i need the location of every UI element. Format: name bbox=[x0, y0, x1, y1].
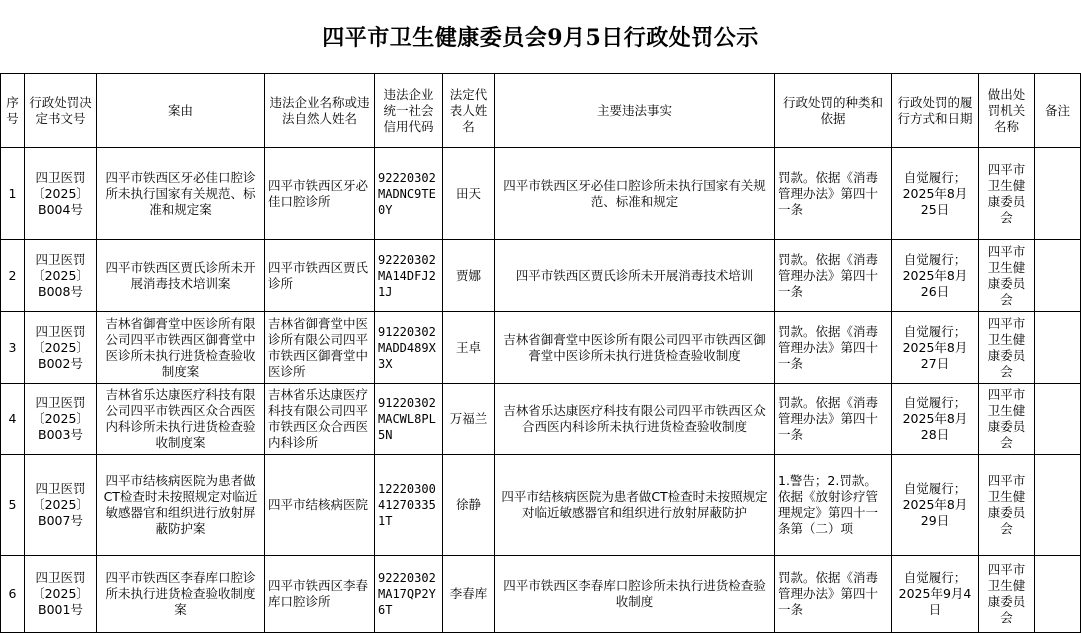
cell-seq[interactable]: 2 bbox=[1, 240, 25, 312]
cell-credit-code[interactable]: 12220300412703351T bbox=[375, 455, 443, 556]
cell-party-name[interactable]: 四平市铁西区李春库口腔诊所 bbox=[265, 556, 375, 633]
cell-facts[interactable]: 四平市铁西区李春库口腔诊所未执行进货检查验收制度 bbox=[495, 556, 775, 633]
cell-penalty[interactable]: 罚款。依据《消毒管理办法》第四十一条 bbox=[775, 240, 892, 312]
table-row bbox=[1, 148, 1081, 240]
cell-facts[interactable]: 吉林省乐达康医疗科技有限公司四平市铁西区众合西医内科诊所未执行进货检查验收制度 bbox=[495, 384, 775, 455]
cell-credit-code[interactable]: 92220302MA17QP2Y6T bbox=[375, 556, 443, 633]
cell-doc-no[interactable]: 四卫医罚〔2025〕B002号 bbox=[25, 312, 97, 384]
header-row bbox=[1, 74, 1081, 148]
cell-remark[interactable] bbox=[1035, 148, 1081, 240]
cell-remark[interactable] bbox=[1035, 240, 1081, 312]
cell-facts[interactable]: 吉林省御膏堂中医诊所有限公司四平市铁西区御膏堂中医诊所未执行进货检查验收制度 bbox=[495, 312, 775, 384]
cell-legal-rep[interactable]: 贾娜 bbox=[443, 240, 495, 312]
header-doc-no[interactable]: 行政处罚决定书文号 bbox=[25, 74, 97, 148]
header-case[interactable]: 案由 bbox=[97, 74, 265, 148]
cell-doc-no[interactable]: 四卫医罚〔2025〕B007号 bbox=[25, 455, 97, 556]
page-title: 四平市卫生健康委员会9月5日行政处罚公示 bbox=[322, 25, 759, 51]
cell-penalty[interactable]: 罚款。依据《消毒管理办法》第四十一条 bbox=[775, 556, 892, 633]
cell-case[interactable]: 吉林省御膏堂中医诊所有限公司四平市铁西区御膏堂中医诊所未执行进货检查验收制度案 bbox=[97, 312, 265, 384]
cell-authority[interactable]: 四平市卫生健康委员会 bbox=[979, 312, 1035, 384]
header-party-name[interactable]: 违法企业名称或违法自然人姓名 bbox=[265, 74, 375, 148]
cell-penalty[interactable]: 罚款。依据《消毒管理办法》第四十一条 bbox=[775, 384, 892, 455]
cell-seq[interactable]: 1 bbox=[1, 148, 25, 240]
cell-credit-code[interactable]: 91220302MADD489X3X bbox=[375, 312, 443, 384]
header-credit-code[interactable]: 违法企业统一社会信用代码 bbox=[375, 74, 443, 148]
cell-authority[interactable]: 四平市卫生健康委员会 bbox=[979, 384, 1035, 455]
cell-facts[interactable]: 四平市铁西区牙必佳口腔诊所未执行国家有关规范、标准和规定 bbox=[495, 148, 775, 240]
header-execution[interactable]: 行政处罚的履行方式和日期 bbox=[892, 74, 979, 148]
cell-seq[interactable]: 4 bbox=[1, 384, 25, 455]
cell-doc-no[interactable]: 四卫医罚〔2025〕B004号 bbox=[25, 148, 97, 240]
cell-remark[interactable] bbox=[1035, 384, 1081, 455]
cell-credit-code[interactable]: 92220302MA14DFJ21J bbox=[375, 240, 443, 312]
table-row bbox=[1, 455, 1081, 556]
cell-execution[interactable]: 自觉履行；2025年8月26日 bbox=[892, 240, 979, 312]
cell-credit-code[interactable]: 92220302MADNC9TE0Y bbox=[375, 148, 443, 240]
cell-case[interactable]: 四平市铁西区牙必佳口腔诊所未执行国家有关规范、标准和规定案 bbox=[97, 148, 265, 240]
table-row bbox=[1, 384, 1081, 455]
penalty-table bbox=[0, 73, 1081, 633]
cell-penalty[interactable]: 罚款。依据《消毒管理办法》第四十一条 bbox=[775, 148, 892, 240]
cell-execution[interactable]: 自觉履行；2025年8月29日 bbox=[892, 455, 979, 556]
cell-remark[interactable] bbox=[1035, 556, 1081, 633]
cell-legal-rep[interactable]: 万福兰 bbox=[443, 384, 495, 455]
cell-party-name[interactable]: 四平市铁西区贾氏诊所 bbox=[265, 240, 375, 312]
cell-authority[interactable]: 四平市卫生健康委员会 bbox=[979, 455, 1035, 556]
header-remark[interactable]: 备注 bbox=[1035, 74, 1081, 148]
cell-authority[interactable]: 四平市卫生健康委员会 bbox=[979, 148, 1035, 240]
table-row bbox=[1, 240, 1081, 312]
cell-legal-rep[interactable]: 王卓 bbox=[443, 312, 495, 384]
cell-doc-no[interactable]: 四卫医罚〔2025〕B008号 bbox=[25, 240, 97, 312]
cell-doc-no[interactable]: 四卫医罚〔2025〕B001号 bbox=[25, 556, 97, 633]
cell-credit-code[interactable]: 91220302MACWL8PL5N bbox=[375, 384, 443, 455]
cell-seq[interactable]: 3 bbox=[1, 312, 25, 384]
cell-penalty[interactable]: 1.警告；2.罚款。依据《放射诊疗管理规定》第四十一条第（二）项 bbox=[775, 455, 892, 556]
cell-execution[interactable]: 自觉履行；2025年8月27日 bbox=[892, 312, 979, 384]
header-legal-rep[interactable]: 法定代表人姓名 bbox=[443, 74, 495, 148]
header-facts[interactable]: 主要违法事实 bbox=[495, 74, 775, 148]
cell-party-name[interactable]: 吉林省御膏堂中医诊所有限公司四平市铁西区御膏堂中医诊所 bbox=[265, 312, 375, 384]
cell-legal-rep[interactable]: 李春库 bbox=[443, 556, 495, 633]
cell-case[interactable]: 四平市铁西区李春库口腔诊所未执行进货检查验收制度案 bbox=[97, 556, 265, 633]
cell-case[interactable]: 吉林省乐达康医疗科技有限公司四平市铁西区众合西医内科诊所未执行进货检查验收制度案 bbox=[97, 384, 265, 455]
header-penalty[interactable]: 行政处罚的种类和依据 bbox=[775, 74, 892, 148]
table-row bbox=[1, 556, 1081, 633]
table-row bbox=[1, 312, 1081, 384]
cell-party-name[interactable]: 吉林省乐达康医疗科技有限公司四平市铁西区众合西医内科诊所 bbox=[265, 384, 375, 455]
cell-doc-no[interactable]: 四卫医罚〔2025〕B003号 bbox=[25, 384, 97, 455]
header-authority[interactable]: 做出处罚机关名称 bbox=[979, 74, 1035, 148]
cell-penalty[interactable]: 罚款。依据《消毒管理办法》第四十一条 bbox=[775, 312, 892, 384]
cell-facts[interactable]: 四平市铁西区贾氏诊所未开展消毒技术培训 bbox=[495, 240, 775, 312]
cell-seq[interactable]: 6 bbox=[1, 556, 25, 633]
cell-seq[interactable]: 5 bbox=[1, 455, 25, 556]
cell-remark[interactable] bbox=[1035, 455, 1081, 556]
cell-authority[interactable]: 四平市卫生健康委员会 bbox=[979, 556, 1035, 633]
cell-legal-rep[interactable]: 田天 bbox=[443, 148, 495, 240]
header-seq[interactable]: 序号 bbox=[1, 74, 25, 148]
cell-case[interactable]: 四平市结核病医院为患者做CT检查时未按照规定对临近敏感器官和组织进行放射屏蔽防护案 bbox=[97, 455, 265, 556]
cell-execution[interactable]: 自觉履行；2025年8月25日 bbox=[892, 148, 979, 240]
cell-authority[interactable]: 四平市卫生健康委员会 bbox=[979, 240, 1035, 312]
cell-execution[interactable]: 自觉履行；2025年9月4日 bbox=[892, 556, 979, 633]
cell-case[interactable]: 四平市铁西区贾氏诊所未开展消毒技术培训案 bbox=[97, 240, 265, 312]
cell-legal-rep[interactable]: 徐静 bbox=[443, 455, 495, 556]
cell-facts[interactable]: 四平市结核病医院为患者做CT检查时未按照规定对临近敏感器官和组织进行放射屏蔽防护 bbox=[495, 455, 775, 556]
cell-party-name[interactable]: 四平市结核病医院 bbox=[265, 455, 375, 556]
cell-party-name[interactable]: 四平市铁西区牙必佳口腔诊所 bbox=[265, 148, 375, 240]
cell-remark[interactable] bbox=[1035, 312, 1081, 384]
cell-execution[interactable]: 自觉履行；2025年8月28日 bbox=[892, 384, 979, 455]
